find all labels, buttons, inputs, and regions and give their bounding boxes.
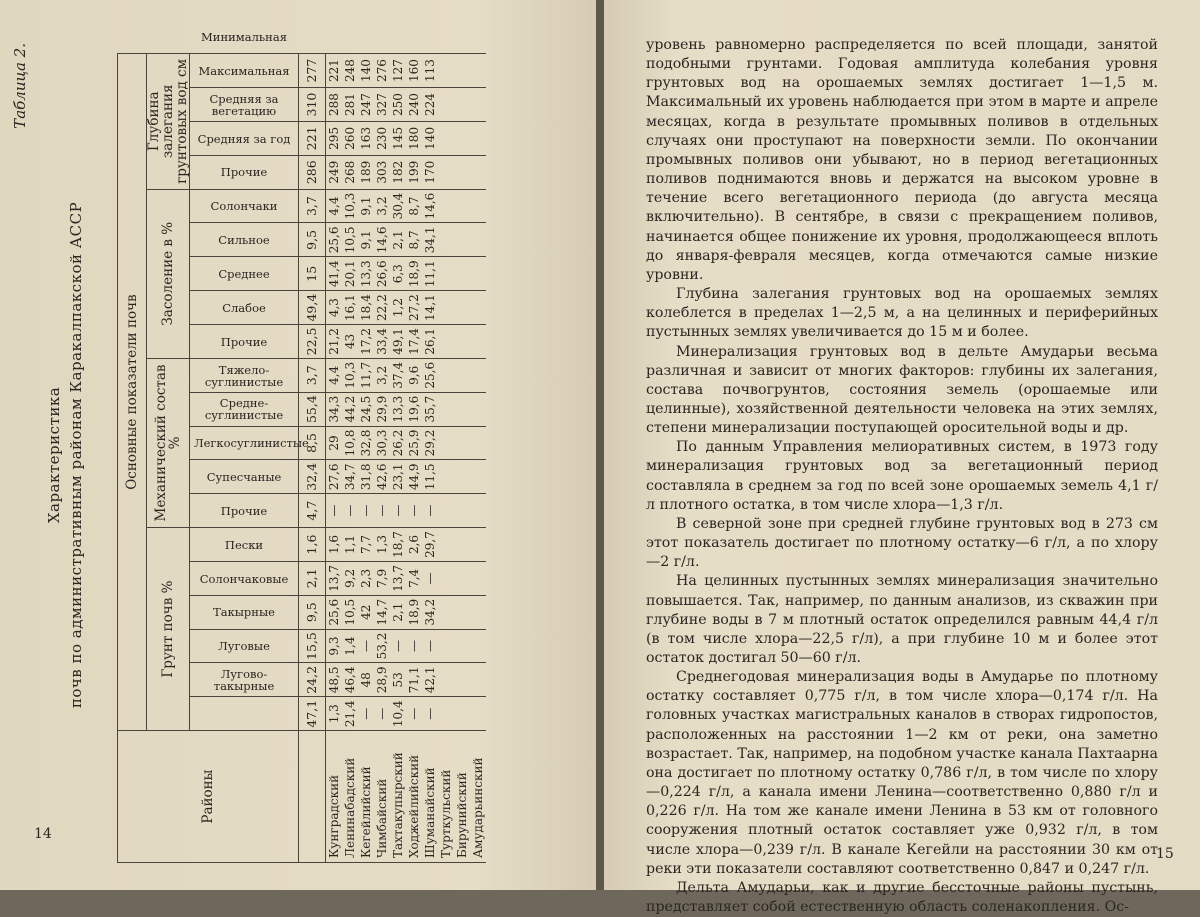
cell-value: 8,7	[406, 223, 422, 257]
cell-value: 14,1	[422, 291, 438, 325]
header-groundwater: Глубина залегания грунтовых вод см	[147, 54, 190, 190]
cell-value: 14,7	[374, 595, 390, 629]
cell-region: Шуманайский	[422, 731, 438, 863]
cell-value: 277	[299, 54, 326, 88]
cell-value: 127	[390, 54, 406, 88]
cell-value: 249	[326, 155, 343, 189]
cell-value: 199	[406, 155, 422, 189]
cell-value: 20,1	[342, 257, 358, 291]
cell-value: 9,2	[342, 561, 358, 595]
cell-value: 3,2	[374, 358, 390, 392]
paragraph: По данным Управления мелиоративных систем, в 1973 году минерализация грунтовых вод за вегетационный период составляла в среднем за год по всей зоне орошаемых земель 4,1 г/л плотного остатка, в том числе хлора—1,3 г/л.	[646, 439, 1158, 513]
cell-value	[470, 426, 486, 460]
cell-value: 32,4	[299, 460, 326, 494]
cell-value: 44,2	[342, 392, 358, 426]
cell-value: 10,3	[342, 189, 358, 223]
cell-value	[454, 121, 470, 155]
table-row	[470, 54, 486, 863]
cell-value	[438, 155, 454, 189]
cell-value: 224	[422, 88, 438, 122]
cell-region: Кунградский	[326, 731, 343, 863]
cell-value	[470, 494, 486, 528]
cell-value: 9,5	[299, 223, 326, 257]
cell-value	[454, 54, 470, 88]
cell-value	[454, 595, 470, 629]
cell-value	[438, 663, 454, 697]
cell-value: 303	[374, 155, 390, 189]
table-caption: Таблица 2.	[11, 43, 29, 129]
cell-value: 17,2	[358, 325, 374, 359]
cell-value: 6,3	[390, 257, 406, 291]
cell-value	[438, 528, 454, 562]
col-header: Максимальная	[190, 88, 299, 122]
table-row	[454, 54, 470, 863]
cell-value: 28,9	[374, 663, 390, 697]
cell-value: 18,4	[358, 291, 374, 325]
cell-value: 2,1	[390, 595, 406, 629]
cell-value: 34,3	[326, 392, 343, 426]
cell-value: 9,3	[326, 629, 343, 663]
cell-value: 21,2	[326, 325, 343, 359]
cell-value	[438, 257, 454, 291]
cell-value: 24,2	[299, 663, 326, 697]
cell-value: 53,2	[374, 629, 390, 663]
cell-value	[454, 460, 470, 494]
table-title-line2: почв по административным районам Каракалпакской АССР	[67, 201, 85, 709]
cell-value: 286	[299, 155, 326, 189]
cell-value: 21,4	[342, 697, 358, 731]
col-header: Лугово-такырные	[190, 697, 299, 731]
cell-value: 10,8	[342, 426, 358, 460]
cell-value: 170	[422, 155, 438, 189]
cell-value: 230	[374, 121, 390, 155]
cell-value: 10,5	[342, 223, 358, 257]
book-gutter	[596, 0, 604, 890]
cell-value: —	[326, 494, 343, 528]
cell-value: 2,1	[390, 223, 406, 257]
cell-value: 14,6	[422, 189, 438, 223]
cell-value	[470, 358, 486, 392]
cell-value: 42	[358, 595, 374, 629]
col-header: Солончаковые	[190, 595, 299, 629]
cell-value: 1,6	[326, 528, 343, 562]
cell-value	[454, 629, 470, 663]
cell-value: 250	[390, 88, 406, 122]
cell-value: 10,5	[342, 595, 358, 629]
left-page	[0, 0, 596, 890]
cell-value	[470, 223, 486, 257]
cell-value: 18,9	[406, 595, 422, 629]
table-title-line1: Характеристика	[45, 386, 63, 524]
cell-value: 29,7	[422, 528, 438, 562]
cell-value: 44,9	[406, 460, 422, 494]
cell-region: Ходжейлийский	[406, 731, 422, 863]
cell-value: 42,1	[422, 663, 438, 697]
cell-value: 41,4	[326, 257, 343, 291]
cell-value: 48	[358, 663, 374, 697]
cell-value: 53	[390, 663, 406, 697]
cell-value: 276	[374, 54, 390, 88]
cell-value	[470, 189, 486, 223]
cell-value	[438, 54, 454, 88]
cell-region: Бирунийский	[454, 731, 470, 863]
cell-value	[438, 426, 454, 460]
col-header: Средняя за год	[190, 155, 299, 189]
cell-value: —	[358, 697, 374, 731]
paragraph: Минерализация грунтовых вод в дельте Амударьи весьма различная и зависит от многих факторов: глубины их залегания, состава почвогрунтов, состояния земель (орошаемые или целинные), хозяйственной деятельности человека на этих землях, степени минерализации поступающей оросительной воды и др.	[646, 343, 1158, 437]
cell-value	[470, 595, 486, 629]
cell-value	[454, 392, 470, 426]
cell-value: 18,9	[406, 257, 422, 291]
col-header: Солончаки	[190, 223, 299, 257]
cell-value: 43	[342, 325, 358, 359]
table-row	[422, 54, 438, 863]
cell-value: 260	[342, 121, 358, 155]
col-header: Супесчаные	[190, 494, 299, 528]
cell-value	[470, 561, 486, 595]
cell-value: —	[406, 494, 422, 528]
col-header: Прочие	[190, 358, 299, 392]
cell-value: 49,1	[390, 325, 406, 359]
cell-region: Тахтакупырский	[390, 731, 406, 863]
col-header: Прочие	[190, 528, 299, 562]
cell-value: 16,1	[342, 291, 358, 325]
cell-value: 7,7	[358, 528, 374, 562]
cell-value: 4,4	[326, 358, 343, 392]
cell-value: 113	[422, 54, 438, 88]
cell-value: 34,1	[422, 223, 438, 257]
cell-region	[299, 731, 326, 863]
cell-value	[438, 595, 454, 629]
cell-value: 247	[358, 88, 374, 122]
cell-value: 189	[358, 155, 374, 189]
col-header: Пески	[190, 561, 299, 595]
table-row	[438, 54, 454, 863]
cell-value: 25,6	[326, 223, 343, 257]
cell-value: 26,2	[390, 426, 406, 460]
cell-value: 11,5	[422, 460, 438, 494]
cell-value: 2,3	[358, 561, 374, 595]
cell-value: 55,4	[299, 392, 326, 426]
cell-value: 4,7	[299, 494, 326, 528]
cell-value: 8,5	[299, 426, 326, 460]
cell-value: 1,1	[342, 528, 358, 562]
cell-value	[470, 88, 486, 122]
cell-value	[438, 121, 454, 155]
cell-value	[470, 460, 486, 494]
cell-value: —	[374, 697, 390, 731]
cell-value: 14,6	[374, 223, 390, 257]
cell-value: 22,5	[299, 325, 326, 359]
cell-value: 34,2	[422, 595, 438, 629]
cell-value: 3,7	[299, 189, 326, 223]
cell-value: 32,8	[358, 426, 374, 460]
cell-value: 2,1	[299, 561, 326, 595]
col-header: Средне-суглинистые	[190, 426, 299, 460]
col-header: Средняя за вегетацию	[190, 121, 299, 155]
col-header: Минимальная	[190, 54, 299, 88]
cell-value: 145	[390, 121, 406, 155]
cell-value: 46,4	[342, 663, 358, 697]
cell-value: 13,3	[390, 392, 406, 426]
cell-value	[470, 663, 486, 697]
cell-value	[454, 494, 470, 528]
header-regions: Районы	[118, 731, 299, 863]
cell-value	[470, 392, 486, 426]
cell-value	[454, 561, 470, 595]
cell-value: 31,8	[358, 460, 374, 494]
cell-value: 9,1	[358, 189, 374, 223]
col-header: Прочие	[190, 189, 299, 223]
cell-value	[470, 528, 486, 562]
page-number-right: 15	[1156, 846, 1174, 862]
cell-value: 9,1	[358, 223, 374, 257]
cell-value: 221	[326, 54, 343, 88]
cell-value: 140	[358, 54, 374, 88]
cell-value	[470, 155, 486, 189]
header-mechanical: Механический состав %	[147, 358, 190, 527]
cell-value: 1,6	[299, 528, 326, 562]
table-row	[342, 54, 358, 863]
cell-value: 15,5	[299, 629, 326, 663]
cell-value: 281	[342, 88, 358, 122]
right-page	[604, 0, 1200, 916]
cell-value	[438, 189, 454, 223]
paragraph: Дельта Амударьи, как и другие бессточные районы пустынь, представляет собой естественную область соленакопления. Ос-	[646, 879, 1158, 916]
cell-value	[454, 697, 470, 731]
cell-value: 3,7	[299, 358, 326, 392]
cell-region: Амударьинский	[470, 731, 486, 863]
cell-value: 160	[406, 54, 422, 88]
cell-value	[470, 121, 486, 155]
cell-value: 327	[374, 88, 390, 122]
col-header: Сильное	[190, 257, 299, 291]
cell-value: 29,2	[422, 426, 438, 460]
cell-value: 4,4	[326, 189, 343, 223]
cell-value: 7,4	[406, 561, 422, 595]
col-header: Такырные	[190, 629, 299, 663]
cell-value	[454, 155, 470, 189]
cell-value: 288	[326, 88, 343, 122]
soil-table	[117, 30, 486, 863]
header-soil-types: Грунт почв %	[147, 528, 190, 731]
cell-value: 22,2	[374, 291, 390, 325]
cell-value	[438, 697, 454, 731]
cell-value: 24,5	[358, 392, 374, 426]
cell-value	[470, 697, 486, 731]
cell-value: 27,6	[326, 460, 343, 494]
cell-value: 268	[342, 155, 358, 189]
cell-value	[470, 325, 486, 359]
cell-value: 15	[299, 257, 326, 291]
cell-value: 295	[326, 121, 343, 155]
cell-value: —	[406, 629, 422, 663]
cell-value: —	[342, 494, 358, 528]
cell-value: —	[358, 629, 374, 663]
cell-value: 11,1	[422, 257, 438, 291]
cell-value	[454, 189, 470, 223]
cell-value	[438, 460, 454, 494]
cell-value: 37,4	[390, 358, 406, 392]
cell-region: Ленинабадский	[342, 731, 358, 863]
cell-value: 10,4	[390, 697, 406, 731]
cell-value	[438, 223, 454, 257]
cell-value	[454, 325, 470, 359]
cell-value: 3,2	[374, 189, 390, 223]
cell-value: 18,7	[390, 528, 406, 562]
paragraph: На целинных пустынных землях минерализация значительно повышается. Так, например, по данным анализов, из скважин при глубине воды в 7 м плотный остаток определился равным 44,4 г/л (в том числе хлора—22,5 г/л), а при глубине 10 м и более этот остаток достигал 50—60 г/л.	[646, 573, 1158, 666]
rotated-table-block	[5, 30, 565, 875]
cell-value: —	[358, 494, 374, 528]
header-salinity: Засоление в %	[147, 189, 190, 358]
cell-value: 11,7	[358, 358, 374, 392]
body-text	[646, 36, 1158, 917]
cell-value	[438, 392, 454, 426]
cell-value: 49,4	[299, 291, 326, 325]
cell-value: —	[422, 494, 438, 528]
cell-region: Турткульский	[438, 731, 454, 863]
cell-value	[438, 629, 454, 663]
cell-region: Кегейлийский	[358, 731, 374, 863]
cell-value: 23,1	[390, 460, 406, 494]
cell-value: 140	[422, 121, 438, 155]
table-row	[358, 54, 374, 863]
cell-value: —	[390, 494, 406, 528]
cell-value: 48,5	[326, 663, 343, 697]
col-header: Слабое	[190, 325, 299, 359]
page-number-left: 14	[34, 826, 52, 842]
cell-value: 10,3	[342, 358, 358, 392]
paragraph: уровень равномерно распределяется по всей площади, занятой подобными грунтами. Годовая амплитуда колебания уровня грунтовых вод на орошаемых землях достигает 1—1,5 м. Максимальный их уровень наблюдается при этом в марте и апреле месяцах, когда в результате промывных поливов в отдельных случаях они проступают на поверхности земли. По окончании промывных поливов они убывают, но в период вегетационных поливов поднимаются вновь и держатся на высоком уровне в течение всего вегетационного периода (до августа месяца включительно). В сентябре, в связи с прекращением поливов, начинается общее понижение их уровня, продолжающееся вплоть до января-февраля месяцев, когда отмечаются самые низкие уровни.	[646, 37, 1158, 283]
cell-value: 35,7	[422, 392, 438, 426]
cell-value: 19,6	[406, 392, 422, 426]
cell-value	[454, 223, 470, 257]
paragraph: В северной зоне при средней глубине грунтовых вод в 273 см этот показатель достигает по плотному остатку—6 г/л, а по хлору—2 г/л.	[646, 515, 1158, 571]
cell-value: 1,4	[342, 629, 358, 663]
cell-value: 1,2	[390, 291, 406, 325]
cell-value: 25,6	[326, 595, 343, 629]
table-row	[374, 54, 390, 863]
paragraph: Среднегодовая минерализация воды в Амударье по плотному остатку составляет 0,775 г/л, в том числе хлора—0,174 г/л. На головных участках магистральных каналов в створах гидропостов, расположенных на расстоянии 1—2 км от реки, она заметно возрастает. Так, например, на подобном участке канала Пахтаарна она достигает по плотному остатку 0,786 г/л, в том числе по хлору—0,224 г/л, а канала имени Ленина—соответственно 0,880 г/л и 0,226 г/л. На том же канале имени Ленина в 53 км от головного сооружения плотный остаток составляет уже 0,932 г/л, в том числе хлора—0,239 г/л. В канале Кегейли на расстоянии 30 км от реки эти показатели составляют соответственно 0,847 и 0,247 г/л.	[646, 669, 1158, 877]
paragraph: Глубина залегания грунтовых вод на орошаемых землях колеблется в пределах 1—2,5 м, а на целинных и периферийных пустынных землях увеличивается до 15 м и более.	[646, 286, 1158, 341]
table-row	[326, 54, 343, 863]
cell-value: —	[422, 561, 438, 595]
cell-value: 310	[299, 88, 326, 122]
cell-value: 71,1	[406, 663, 422, 697]
col-header: Легкосуглинистые	[190, 460, 299, 494]
cell-value: 1,3	[326, 697, 343, 731]
table-summary-row	[299, 54, 326, 863]
cell-value	[470, 54, 486, 88]
cell-value	[454, 88, 470, 122]
cell-value: —	[422, 697, 438, 731]
cell-value: —	[406, 697, 422, 731]
cell-value: 33,4	[374, 325, 390, 359]
cell-value: 26,1	[422, 325, 438, 359]
cell-value: 29,9	[374, 392, 390, 426]
cell-value: 13,3	[358, 257, 374, 291]
cell-value	[470, 291, 486, 325]
cell-value: 25,9	[406, 426, 422, 460]
cell-value: 163	[358, 121, 374, 155]
cell-value	[454, 358, 470, 392]
col-header: Среднее	[190, 291, 299, 325]
cell-value: 180	[406, 121, 422, 155]
cell-value	[470, 257, 486, 291]
col-header: Луговые	[190, 663, 299, 697]
cell-value: 7,9	[374, 561, 390, 595]
cell-value	[454, 663, 470, 697]
cell-value: 221	[299, 121, 326, 155]
cell-value: —	[422, 629, 438, 663]
cell-value: 2,6	[406, 528, 422, 562]
cell-value: 1,3	[374, 528, 390, 562]
cell-value: 42,6	[374, 460, 390, 494]
cell-value	[454, 426, 470, 460]
cell-value: 27,2	[406, 291, 422, 325]
col-header: Тяжело-суглинистые	[190, 392, 299, 426]
cell-region: Чимбайский	[374, 731, 390, 863]
cell-value	[454, 528, 470, 562]
cell-value: 4,3	[326, 291, 343, 325]
cell-value: 9,5	[299, 595, 326, 629]
cell-value: 34,7	[342, 460, 358, 494]
cell-value: —	[374, 494, 390, 528]
cell-value: 182	[390, 155, 406, 189]
cell-value: 30,4	[390, 189, 406, 223]
cell-value	[454, 257, 470, 291]
cell-value: 13,7	[326, 561, 343, 595]
cell-value	[438, 561, 454, 595]
cell-value	[438, 494, 454, 528]
cell-value: 26,6	[374, 257, 390, 291]
cell-value: 8,7	[406, 189, 422, 223]
cell-value: 25,6	[422, 358, 438, 392]
cell-value: 13,7	[390, 561, 406, 595]
cell-value: —	[390, 629, 406, 663]
cell-value	[438, 88, 454, 122]
cell-value: 17,4	[406, 325, 422, 359]
header-main-indicators: Основные показатели почв	[118, 54, 147, 731]
cell-value	[470, 629, 486, 663]
table-row	[390, 54, 406, 863]
cell-value	[438, 291, 454, 325]
cell-value: 240	[406, 88, 422, 122]
cell-value: 30,3	[374, 426, 390, 460]
cell-value: 9,6	[406, 358, 422, 392]
cell-value	[438, 325, 454, 359]
cell-value: 248	[342, 54, 358, 88]
cell-value	[438, 358, 454, 392]
cell-value: 47,1	[299, 697, 326, 731]
table-row	[406, 54, 422, 863]
cell-value	[454, 291, 470, 325]
cell-value: 29	[326, 426, 343, 460]
